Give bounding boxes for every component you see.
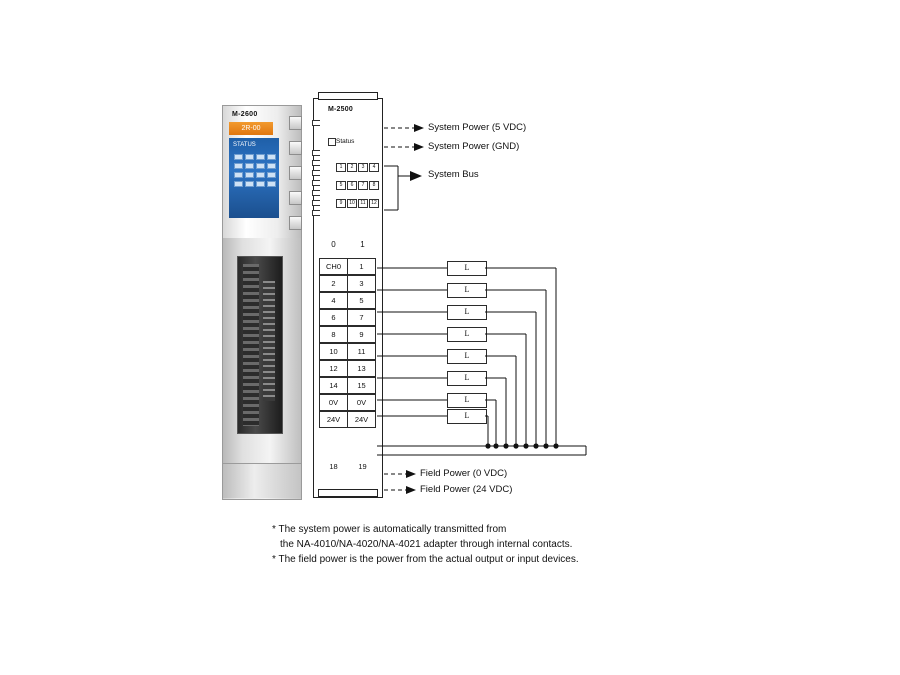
photo-led-panel bbox=[229, 138, 279, 218]
photo-status-label: STATUS bbox=[233, 142, 256, 148]
terminal-cell[interactable]: 9 bbox=[347, 326, 376, 343]
led bbox=[267, 163, 276, 169]
bus-pin-row-mid bbox=[336, 181, 379, 190]
terminal-bottom-numbers bbox=[319, 462, 377, 471]
annotation-field-power-24vdc: Field Power (24 VDC) bbox=[420, 484, 513, 495]
photo-contact-rail-secondary bbox=[263, 281, 275, 401]
photo-tab bbox=[289, 191, 302, 205]
footnotes bbox=[272, 522, 579, 567]
led bbox=[267, 154, 276, 160]
led bbox=[256, 163, 265, 169]
terminal-row bbox=[319, 343, 377, 360]
led bbox=[256, 172, 265, 178]
led bbox=[245, 154, 254, 160]
terminal-table bbox=[319, 258, 377, 428]
led bbox=[267, 181, 276, 187]
photo-base bbox=[223, 463, 301, 498]
module-clip bbox=[312, 210, 320, 216]
module-name: M-2500 bbox=[328, 106, 353, 113]
photo-sub-label: 2R-00 bbox=[229, 122, 273, 135]
terminal-row bbox=[319, 309, 377, 326]
footnote-line-3: * The field power is the power from the actual output or input devices. bbox=[272, 554, 579, 565]
photo-tab bbox=[289, 216, 302, 230]
terminal-cell[interactable]: 3 bbox=[347, 275, 376, 292]
footnote-line-2: the NA-4010/NA-4020/NA-4021 adapter through internal contacts. bbox=[280, 539, 573, 550]
module-clip bbox=[312, 180, 320, 186]
bus-pin: 4 bbox=[369, 163, 379, 172]
terminal-row bbox=[319, 292, 377, 309]
led bbox=[234, 172, 243, 178]
terminal-row bbox=[319, 326, 377, 343]
module-photo bbox=[222, 105, 302, 500]
bus-pin: 5 bbox=[336, 181, 346, 190]
column-header-0: 0 bbox=[331, 240, 336, 249]
bus-pin-row-bottom bbox=[336, 199, 379, 208]
bus-pin: 1 bbox=[336, 163, 346, 172]
photo-tab bbox=[289, 166, 302, 180]
terminal-column-headers bbox=[319, 240, 377, 249]
terminal-cell[interactable]: 1 bbox=[347, 258, 376, 275]
terminal-cell[interactable]: 5 bbox=[347, 292, 376, 309]
terminal-cell[interactable]: 24V bbox=[319, 411, 348, 428]
module-clip bbox=[312, 120, 320, 126]
terminal-cell[interactable]: CH0 bbox=[319, 258, 348, 275]
load-box: L bbox=[447, 261, 487, 276]
led bbox=[234, 181, 243, 187]
terminal-row bbox=[319, 258, 377, 275]
led bbox=[245, 181, 254, 187]
bus-pin: 9 bbox=[336, 199, 346, 208]
status-led-box bbox=[328, 138, 336, 146]
terminal-cell[interactable]: 12 bbox=[319, 360, 348, 377]
photo-connector-slot bbox=[237, 256, 283, 434]
load-box: L bbox=[447, 327, 487, 342]
bus-pin: 11 bbox=[358, 199, 368, 208]
annotation-system-power-gnd: System Power (GND) bbox=[428, 141, 520, 152]
module-clip bbox=[312, 160, 320, 166]
annotation-system-power-5vdc: System Power (5 VDC) bbox=[428, 122, 527, 133]
footnote-line-1: * The system power is automatically transmitted from bbox=[272, 524, 507, 535]
bus-pin: 12 bbox=[369, 199, 379, 208]
terminal-cell[interactable]: 0V bbox=[347, 394, 376, 411]
led bbox=[234, 154, 243, 160]
terminal-cell[interactable]: 4 bbox=[319, 292, 348, 309]
bottom-number-18: 18 bbox=[329, 462, 338, 471]
module-clip bbox=[312, 170, 320, 176]
module-top-notch bbox=[318, 92, 378, 100]
led bbox=[256, 154, 265, 160]
load-box: L bbox=[447, 409, 487, 424]
photo-led-grid bbox=[234, 154, 274, 187]
photo-tab bbox=[289, 141, 302, 155]
photo-contact-rail bbox=[243, 264, 259, 426]
led bbox=[245, 172, 254, 178]
led bbox=[256, 181, 265, 187]
status-label: Status bbox=[336, 138, 355, 145]
terminal-row bbox=[319, 360, 377, 377]
photo-model-label: M-2600 bbox=[232, 111, 258, 118]
load-box: L bbox=[447, 283, 487, 298]
annotation-system-bus: System Bus bbox=[428, 169, 479, 180]
terminal-row bbox=[319, 394, 377, 411]
annotation-field-power-0vdc: Field Power (0 VDC) bbox=[420, 468, 508, 479]
led bbox=[234, 163, 243, 169]
column-header-1: 1 bbox=[360, 240, 365, 249]
bus-pin: 8 bbox=[369, 181, 379, 190]
load-box: L bbox=[447, 371, 487, 386]
bus-pin: 3 bbox=[358, 163, 368, 172]
terminal-row bbox=[319, 275, 377, 292]
bus-pin: 10 bbox=[347, 199, 357, 208]
module-photo-upper bbox=[223, 106, 301, 239]
photo-tab bbox=[289, 116, 302, 130]
terminal-cell[interactable]: 14 bbox=[319, 377, 348, 394]
bus-pin-row-top bbox=[336, 163, 379, 172]
terminal-cell[interactable]: 15 bbox=[347, 377, 376, 394]
module-clip bbox=[312, 150, 320, 156]
bus-pin: 7 bbox=[358, 181, 368, 190]
terminal-cell[interactable]: 6 bbox=[319, 309, 348, 326]
bus-pin: 2 bbox=[347, 163, 357, 172]
terminal-cell[interactable]: 10 bbox=[319, 343, 348, 360]
load-box: L bbox=[447, 305, 487, 320]
module-clip bbox=[312, 190, 320, 196]
terminal-cell[interactable]: 2 bbox=[319, 275, 348, 292]
load-box: L bbox=[447, 349, 487, 364]
photo-side-tabs bbox=[289, 116, 302, 228]
terminal-row bbox=[319, 411, 377, 428]
terminal-cell[interactable]: 0V bbox=[319, 394, 348, 411]
terminal-cell[interactable]: 13 bbox=[347, 360, 376, 377]
load-box: L bbox=[447, 393, 487, 408]
terminal-cell[interactable]: 8 bbox=[319, 326, 348, 343]
bus-pin: 6 bbox=[347, 181, 357, 190]
led bbox=[267, 172, 276, 178]
terminal-cell[interactable]: 11 bbox=[347, 343, 376, 360]
led bbox=[245, 163, 254, 169]
terminal-cell[interactable]: 7 bbox=[347, 309, 376, 326]
module-bottom-notch bbox=[318, 489, 378, 497]
terminal-row bbox=[319, 377, 377, 394]
module-clip bbox=[312, 200, 320, 206]
terminal-cell[interactable]: 24V bbox=[347, 411, 376, 428]
bottom-number-19: 19 bbox=[358, 462, 367, 471]
module-photo-lower bbox=[223, 238, 301, 498]
